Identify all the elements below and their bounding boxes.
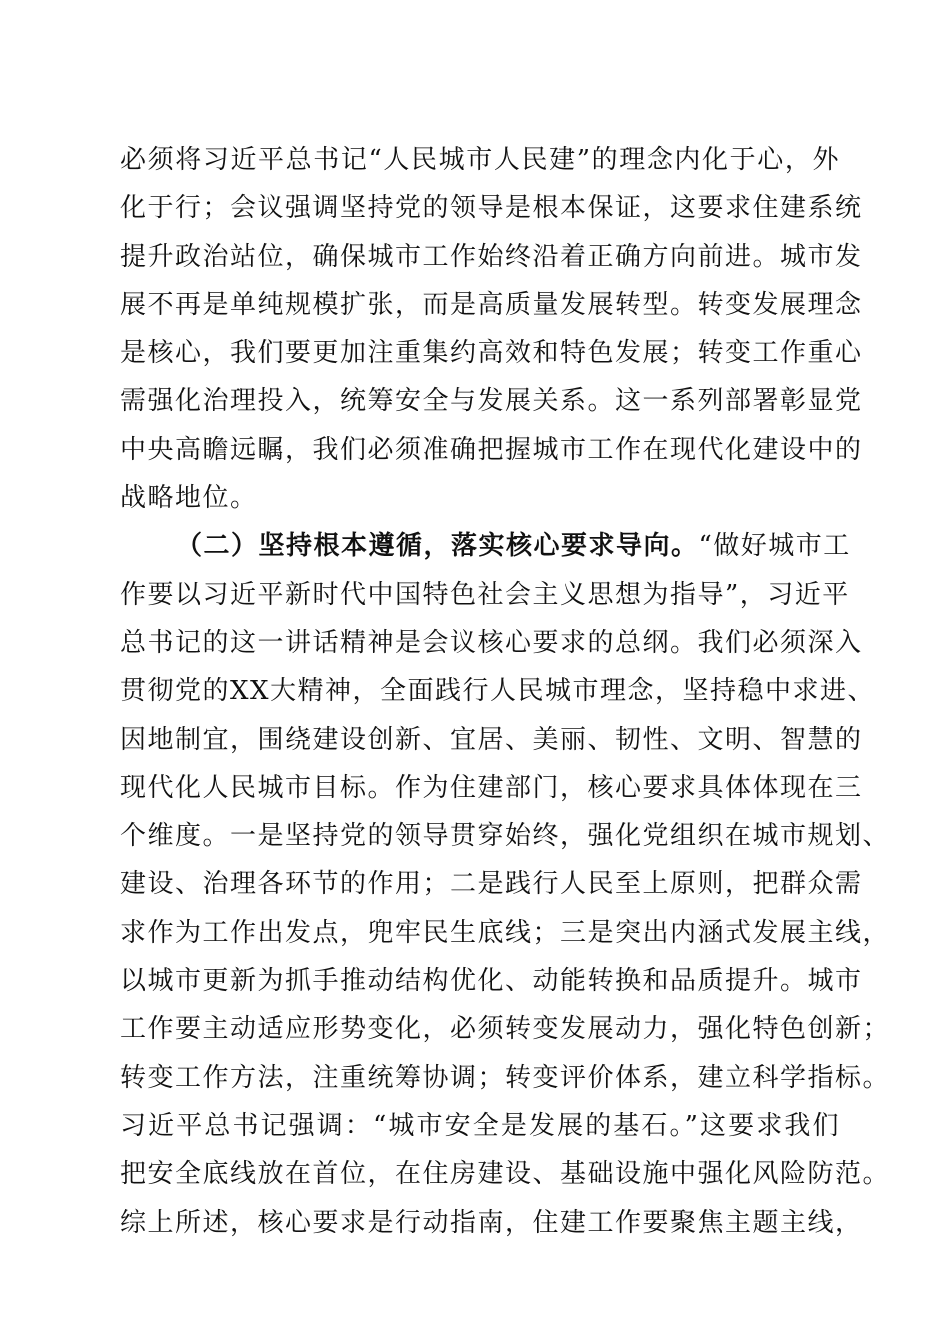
text-line: 建设、治理各环节的作用；二是践行人民至上原则，把群众需 bbox=[120, 869, 863, 900]
text-line: 展不再是单纯规模扩张，而是高质量发展转型。转变发展理念 bbox=[120, 289, 863, 320]
paragraph-2-first-line bbox=[120, 522, 851, 570]
text-line: 贯彻党的XX大精神，全面践行人民城市理念，坚持稳中求进、 bbox=[120, 676, 876, 707]
heading-line-rest: “做好城市工 bbox=[698, 531, 851, 562]
paragraph-2 bbox=[120, 522, 891, 1246]
section-heading: （二）坚持根本遵循，落实核心要求导向。 bbox=[176, 531, 699, 562]
text-line: 习近平总书记强调：“城市安全是发展的基石。”这要求我们 bbox=[120, 1110, 840, 1141]
text-line: 现代化人民城市目标。作为住建部门，核心要求具体体现在三 bbox=[120, 772, 863, 803]
body-text bbox=[120, 136, 891, 1247]
text-line: 工作要主动适应形势变化，必须转变发展动力，强化特色创新； bbox=[120, 1014, 891, 1045]
paragraph-1 bbox=[120, 136, 863, 522]
text-line: 综上所述，核心要求是行动指南，住建工作要聚焦主题主线， bbox=[120, 1207, 863, 1238]
text-line: 化于行；会议强调坚持党的领导是根本保证，这要求住建系统 bbox=[120, 193, 863, 224]
text-line: 作要以习近平新时代中国特色社会主义思想为指导”，习近平 bbox=[120, 579, 850, 610]
text-line: 个维度。一是坚持党的领导贯穿始终，强化党组织在城市规划、 bbox=[120, 821, 891, 852]
text-line: 提升政治站位，确保城市工作始终沿着正确方向前进。城市发 bbox=[120, 241, 863, 272]
text-line: 因地制宜，围绕建设创新、宜居、美丽、韧性、文明、智慧的 bbox=[120, 724, 863, 755]
text-line: 转变工作方法，注重统筹协调；转变评价体系，建立科学指标。 bbox=[120, 1062, 891, 1093]
text-line: 是核心，我们要更加注重集约高效和特色发展；转变工作重心 bbox=[120, 338, 863, 369]
text-line: 求作为工作出发点，兜牢民生底线；三是突出内涵式发展主线， bbox=[120, 917, 891, 948]
text-line: 以城市更新为抓手推动结构优化、动能转换和品质提升。城市 bbox=[120, 966, 863, 997]
text-line: 需强化治理投入，统筹安全与发展关系。这一系列部署彰显党 bbox=[120, 386, 863, 417]
text-line: 中央高瞻远瞩，我们必须准确把握城市工作在现代化建设中的 bbox=[120, 434, 863, 465]
text-line: 总书记的这一讲话精神是会议核心要求的总纲。我们必须深入 bbox=[120, 627, 863, 658]
text-line: 必须将习近平总书记“人民城市人民建”的理念内化于心，外 bbox=[120, 145, 840, 175]
text-line: 把安全底线放在首位，在住房建设、基础设施中强化风险防范。 bbox=[120, 1159, 891, 1190]
text-line: 战略地位。 bbox=[120, 483, 258, 514]
